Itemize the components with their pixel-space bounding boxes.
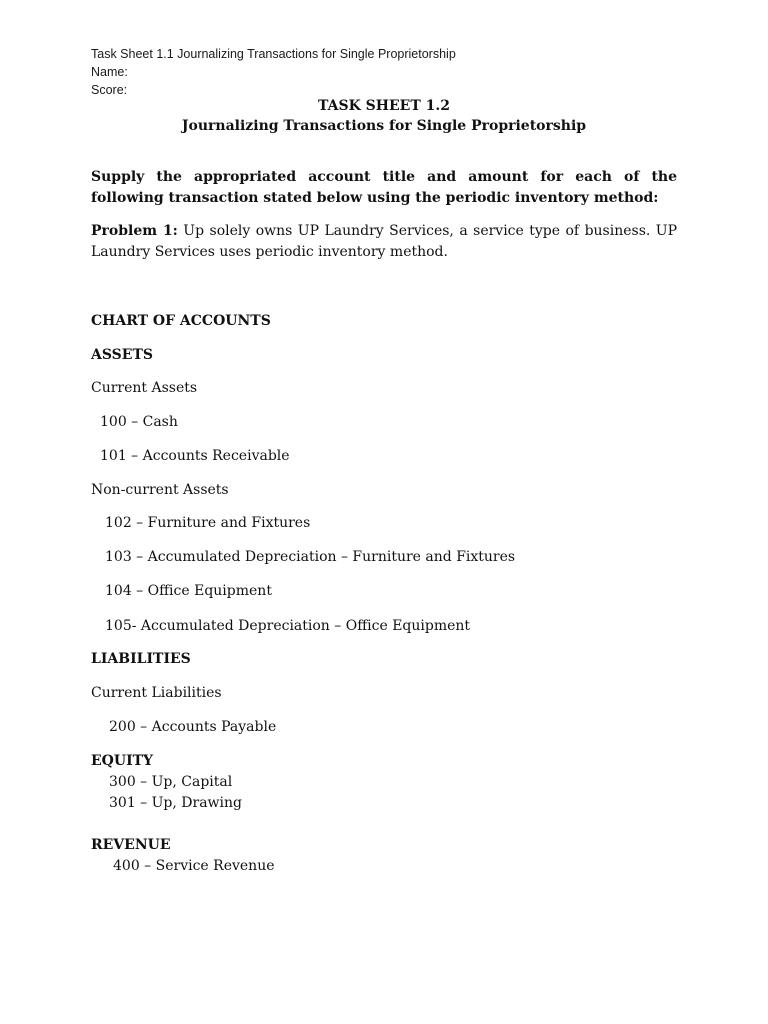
score-label: Score:: [91, 83, 128, 97]
equity-heading: EQUITY: [91, 753, 154, 769]
account-item: 103 – Accumulated Depreciation – Furniture and Fixtures: [105, 549, 516, 565]
assets-heading: ASSETS: [91, 347, 153, 363]
account-item: 104 – Office Equipment: [105, 583, 272, 599]
task-sheet-title: TASK SHEET 1.2: [318, 98, 450, 114]
problem-label: Problem 1:: [91, 223, 178, 239]
liabilities-heading: LIABILITIES: [91, 651, 191, 667]
account-item: 101 – Accounts Receivable: [100, 448, 290, 464]
problem-text: Up solely owns UP Laundry Services, a service type of business. UP Laundry Services uses periodic inventory method.: [91, 223, 677, 260]
name-label: Name:: [91, 65, 128, 79]
account-item: 400 – Service Revenue: [113, 858, 275, 874]
task-sheet-subtitle: Journalizing Transactions for Single Proprietorship: [181, 118, 587, 134]
current-assets-heading: Current Assets: [91, 380, 198, 396]
account-item: 105- Accumulated Depreciation – Office Equipment: [105, 618, 471, 634]
instruction-text: Supply the appropriated account title and amount for each of the following transaction stated below using the periodic inventory method:: [91, 169, 677, 206]
account-item: 300 – Up, Capital: [109, 774, 233, 790]
account-item: 102 – Furniture and Fixtures: [105, 515, 311, 531]
account-item: 301 – Up, Drawing: [109, 795, 242, 811]
account-item: 200 – Accounts Payable: [109, 719, 277, 735]
document-header: Task Sheet 1.1 Journalizing Transactions for Single Proprietorship: [91, 47, 456, 61]
revenue-heading: REVENUE: [91, 837, 171, 853]
problem-paragraph: [91, 221, 677, 263]
account-item: 100 – Cash: [100, 414, 178, 430]
noncurrent-assets-heading: Non-current Assets: [91, 482, 229, 498]
chart-of-accounts-heading: CHART OF ACCOUNTS: [91, 313, 271, 329]
current-liabilities-heading: Current Liabilities: [91, 685, 222, 701]
